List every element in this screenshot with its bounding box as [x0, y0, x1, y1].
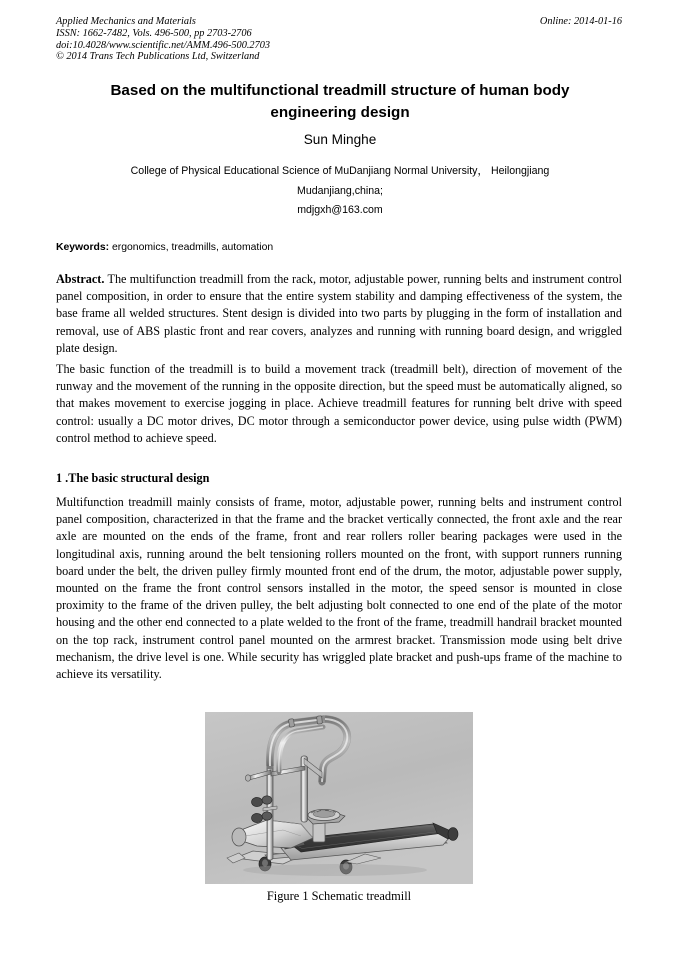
affiliation-line-2: Mudanjiang,china;	[297, 184, 383, 197]
keywords-value: ergonomics, treadmills, automation	[109, 242, 274, 253]
journal-header	[56, 16, 622, 63]
author-email: mdjgxh@163.com	[297, 204, 383, 216]
journal-name: Applied Mechanics and Materials	[56, 16, 196, 27]
doi-line: doi:10.4028/www.scientific.net/AMM.496-500.2703	[56, 39, 271, 51]
copyright-line: © 2014 Trans Tech Publications Ltd, Switzerland	[56, 51, 260, 63]
abstract-label: Abstract.	[56, 272, 105, 286]
figure-container	[0, 712, 678, 889]
affiliation-block	[70, 162, 610, 221]
journal-header-top-row	[56, 16, 622, 28]
treadmill-schematic-image	[205, 712, 473, 884]
page-title: Based on the multifunctional treadmill structure of human body engineering design	[110, 82, 570, 121]
author-name: Sun Minghe	[303, 132, 377, 147]
abstract-text: The multifunction treadmill from the rack, motor, adjustable power, running belts and instrument control panel composition, in order to ensure that the entire system stability and damping effectiveness of the system, the base frame all welded structures. Stent design is divided into two parts by plugging in the form of installation and removal, use of ABS plastic front and rear covers, analyzes and running with running board design, and wriggled plate design.	[56, 272, 622, 355]
keywords-label: Keywords:	[56, 242, 110, 253]
section-heading-1: 1 .The basic structural design	[56, 471, 210, 485]
figure-caption: Figure 1 Schematic treadmill	[266, 889, 412, 903]
section-1-paragraph: Multifunction treadmill mainly consists of frame, motor, adjustable power, running belts and instrument control panel composition, characterized in that the frame and the bracket vertically connected, the front axle and the rear axle are mounted on the ends of the frame, front and rear rollers roller bearing packages were used in the longitudinal axis, running around the belt tensioning rollers mounted on the front, with support runners running board under the belt, the driven pulley firmly mounted front end of the drum, the motor, adjustable power supply, mounted on the frame the front control sensors installed in the motor, the speed sensor is mounted in close proximity to the frame of the driven pulley, the belt adjusting bolt connected to one end of the plate of the motor housing and the other end connected to a plate welded to the front of the frame, treadmill handrail bracket mounted on the top rack, instrument control panel mounted on the armrest bracket. Transmission mode using belt drive mechanism, the drive level is one. While security has wriggled plate bracket and push-ups frame of the machine to achieve its versatility.	[56, 495, 622, 682]
abstract-paragraph-2: The basic function of the treadmill is to build a movement track (treadmill belt), direction of movement of the runway and the movement of the running in the opposite direction, but the speed must be automatically aligned, so that makes movement to exercise jogging in place. Achieve treadmill features for running belt drive with speed control: usually a DC motor drives, DC motor through a semiconductor power device, using pulse width (PWM) control method to achieve speed.	[56, 362, 622, 445]
online-date: Online: 2014-01-16	[539, 16, 622, 27]
keywords-line	[56, 241, 622, 255]
treadmill-drawing-svg	[205, 712, 473, 884]
abstract-paragraph	[56, 271, 622, 357]
issn-line: ISSN: 1662-7482, Vols. 496-500, pp 2703-2706	[56, 27, 252, 39]
affiliation-line-1: College of Physical Educational Science of MuDanjiang Normal University， Heilongjiang	[130, 165, 550, 177]
